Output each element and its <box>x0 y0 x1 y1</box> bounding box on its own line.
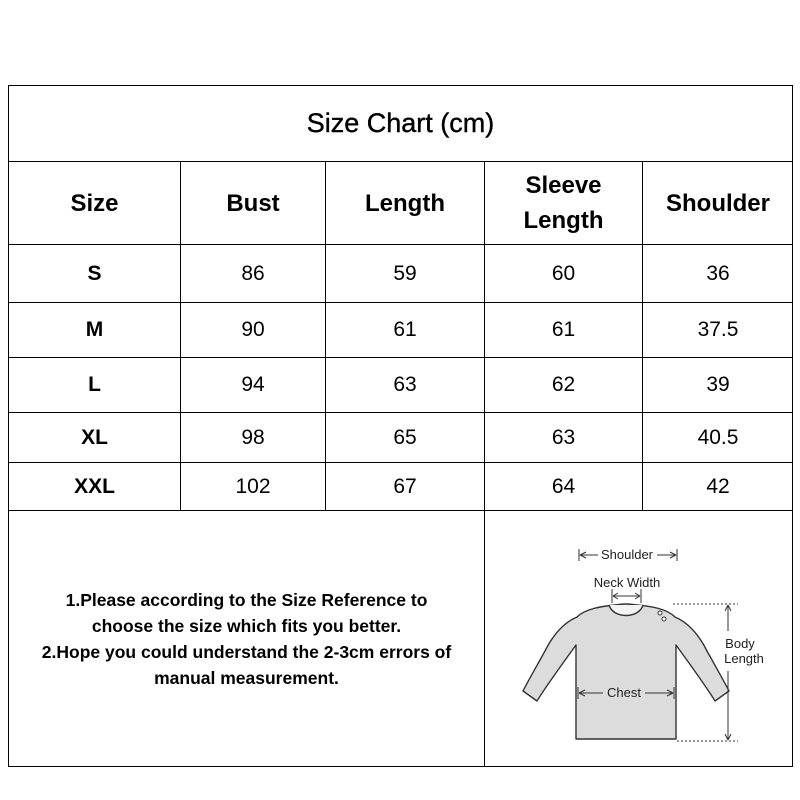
shoulder-cell: 42 <box>706 474 730 498</box>
sleeve-cell: 63 <box>551 425 576 449</box>
size-chart-table <box>8 85 793 767</box>
size-notes <box>9 511 484 767</box>
chart-title: Size Chart (cm) <box>306 108 495 138</box>
shoulder-cell: 37.5 <box>697 318 739 341</box>
length-cell: 67 <box>393 474 417 498</box>
bust-cell: 90 <box>241 318 265 341</box>
size-cell: L <box>88 373 101 396</box>
bust-cell: 98 <box>241 425 265 449</box>
chest-label: Chest <box>607 685 641 700</box>
sweater-outline-icon <box>523 604 729 739</box>
shoulder-cell: 36 <box>706 261 730 285</box>
note-line: 2.Hope you could understand the 2-3cm errors of <box>41 642 452 662</box>
size-cell: S <box>87 261 102 285</box>
sleeve-cell: 60 <box>551 261 576 285</box>
header-length: Length <box>365 189 445 217</box>
sleeve-cell: 62 <box>551 373 576 396</box>
header-sleeve-length: Sleeve Length <box>523 172 604 234</box>
bust-cell: 94 <box>241 373 265 396</box>
length-cell: 59 <box>393 261 417 285</box>
note-line: manual measurement. <box>154 668 339 688</box>
body-length-label: Length <box>724 651 764 666</box>
shoulder-cell: 39 <box>706 373 730 396</box>
note-line: choose the size which fits you better. <box>91 616 402 636</box>
body-length-label: Body <box>725 636 755 651</box>
header-shoulder: Shoulder <box>665 189 770 217</box>
size-cell: M <box>85 318 104 341</box>
size-cell: XXL <box>74 474 115 498</box>
shoulder-cell: 40.5 <box>697 425 739 449</box>
header-size: Size <box>70 189 119 217</box>
note-line: 1.Please according to the Size Reference to <box>65 590 428 610</box>
sleeve-cell: 61 <box>551 318 576 341</box>
measurement-diagram <box>485 511 793 767</box>
size-cell: XL <box>81 425 108 449</box>
neck-width-label: Neck Width <box>593 575 661 590</box>
length-cell: 63 <box>393 373 417 396</box>
bust-cell: 102 <box>235 474 271 498</box>
shoulder-label: Shoulder <box>600 547 654 562</box>
length-cell: 61 <box>393 318 417 341</box>
length-cell: 65 <box>393 425 417 449</box>
bust-cell: 86 <box>241 261 265 285</box>
sleeve-cell: 64 <box>551 474 576 498</box>
header-bust: Bust <box>226 189 280 217</box>
